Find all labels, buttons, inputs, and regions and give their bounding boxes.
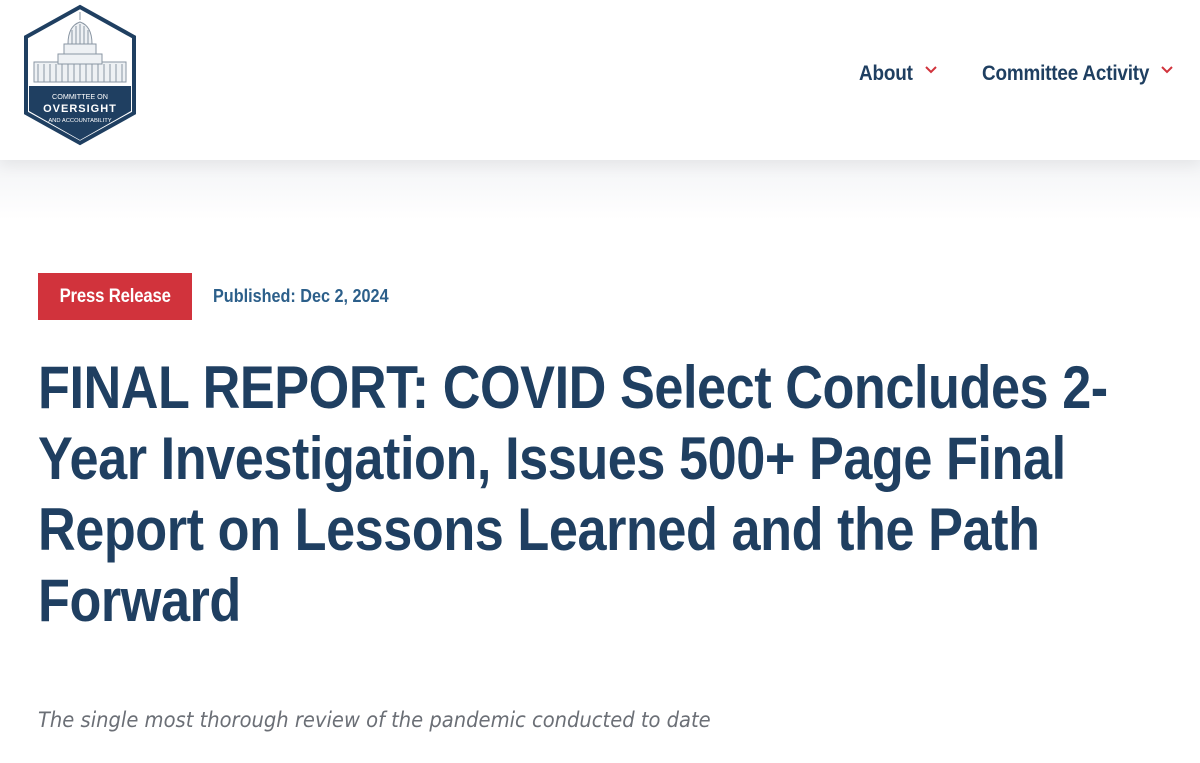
main-nav bbox=[859, 62, 1175, 86]
nav-item-committee-activity[interactable] bbox=[982, 62, 1174, 86]
chevron-down-icon bbox=[924, 65, 938, 75]
article-title-text: FINAL REPORT: COVID Select Concludes 2-Year Investigation, Issues 500+ Page Final Report on Lessons Learned and the Path Forward bbox=[38, 354, 1108, 634]
header-shadow-band bbox=[0, 160, 1200, 220]
logo-line-1: COMMITTEE ON bbox=[52, 92, 108, 101]
logo-line-2: OVERSIGHT bbox=[43, 103, 117, 115]
nav-label-committee-activity: Committee Activity bbox=[982, 62, 1150, 85]
published-date: Published: Dec 2, 2024 bbox=[213, 286, 389, 306]
chevron-down-icon bbox=[1160, 65, 1174, 75]
capitol-logo-icon bbox=[22, 4, 138, 146]
press-release-badge[interactable] bbox=[38, 273, 192, 320]
article-title bbox=[38, 352, 1198, 636]
nav-item-about[interactable] bbox=[859, 62, 939, 86]
article-meta bbox=[38, 273, 408, 320]
site-header bbox=[0, 0, 1200, 160]
logo-line-3: AND ACCOUNTABILITY bbox=[48, 118, 112, 124]
badge-label: Press Release bbox=[59, 285, 171, 307]
nav-label-about: About bbox=[858, 62, 913, 85]
article-subtitle: The single most thorough review of the pandemic conducted to date bbox=[38, 708, 711, 732]
